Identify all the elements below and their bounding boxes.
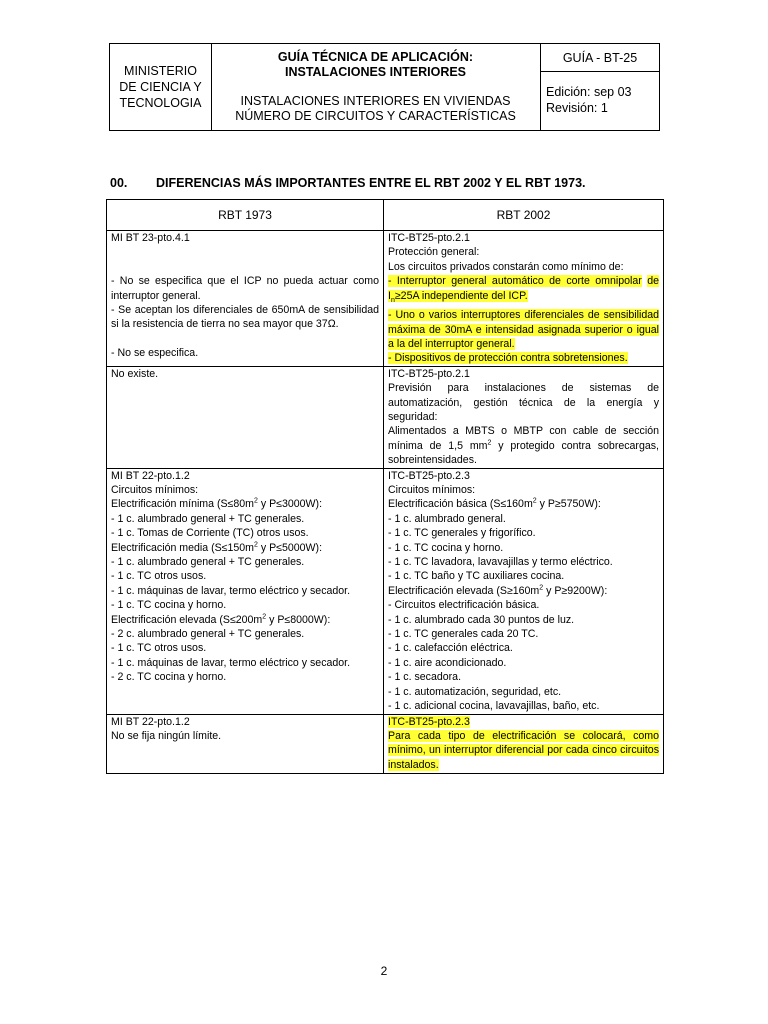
revision: Revisión: 1 — [546, 101, 608, 115]
cell-2002-differential-count — [384, 714, 664, 773]
cell-text: Los circuitos privados constarán como mínimo de: — [388, 260, 624, 273]
cell-1973-differential-count — [107, 714, 384, 773]
column-header-rbt-1973: RBT 1973 — [107, 200, 384, 231]
cell-text: - 2 c. alumbrado general + TC generales. — [111, 628, 305, 641]
cell-text: - No se especifica. — [111, 347, 199, 360]
cell-2002-automation — [384, 366, 664, 468]
cell-text: - 1 c. TC otros usos. — [111, 642, 207, 655]
cell-text: - 1 c. automatización, seguridad, etc. — [388, 685, 562, 698]
cell-text: - 1 c. TC otros usos. — [111, 570, 207, 583]
cell-text: Alimentados a MBTS o MBTP con cable de sección mínima de 1,5 $mm^2$ y protegido contra sobrecargas, sobreintensidades. — [388, 425, 659, 467]
cell-2002-general-protection — [384, 231, 664, 367]
cell-text: - 1 c. máquinas de lavar, termo eléctrico y secador. — [111, 656, 351, 669]
doc-title-line-1: INSTALACIONES INTERIORES EN VIVIENDAS — [240, 94, 511, 108]
ministry-cell — [110, 44, 212, 130]
table-row — [107, 231, 664, 367]
reference: ITC-BT25-pto.2.1 — [388, 367, 470, 380]
guide-title: GUÍA TÉCNICA DE APLICACIÓN: — [277, 50, 474, 64]
cell-text: - 1 c. TC generales cada 20 TC. — [388, 628, 539, 641]
cell-text: - Se aceptan los diferenciales de 650mA de sensibilidad si la resistencia de tierra no sea mayor que 37Ω. — [111, 304, 379, 331]
section-title: DIFERENCIAS MÁS IMPORTANTES ENTRE EL RBT 2002 Y EL RBT 1973. — [156, 176, 586, 190]
cell-text: Electrificación mínima ($S\le 80m^2$ y P≤3000W): — [111, 497, 323, 511]
highlighted-reference: ITC-BT25-pto.2.3 — [388, 715, 470, 728]
edition: Edición: sep 03 — [546, 85, 632, 99]
document-header — [109, 43, 660, 131]
cell-text: Electrificación media ($S\le 150m^2$ y P≤5000W): — [111, 541, 323, 554]
guide-code: GUÍA - BT-25 — [540, 44, 660, 72]
highlighted-text: - Interruptor general automático de corte omnipolar de $I_n\ge 25A$ independiente del ICP. — [388, 275, 659, 304]
cell-1973-automation — [107, 366, 384, 468]
ministry-line-3: TECNOLOGIA — [119, 96, 202, 110]
column-header-rbt-2002: RBT 2002 — [384, 200, 664, 231]
cell-text: - 1 c. TC generales y frigorífico. — [388, 527, 536, 540]
page-number: 2 — [380, 964, 388, 978]
comparison-table — [106, 199, 664, 774]
ministry-line-1: MINISTERIO — [124, 64, 197, 78]
cell-text: - 1 c. máquinas de lavar, termo eléctrico y secador. — [111, 584, 351, 597]
cell-text: - 1 c. alumbrado general. — [388, 512, 506, 525]
highlighted-text: Para cada tipo de electrificación se colocará, como mínimo, un interruptor diferencial por cada cinco circuitos instalados. — [388, 729, 659, 771]
reference: MI BT 22-pto.1.2 — [111, 469, 190, 482]
highlighted-text: - Uno o varios interruptores diferenciales de sensibilidad máxima de 30mA e intensidad asignada superior o igual a la del interruptor general. — [388, 309, 659, 350]
cell-1973-general-protection — [107, 231, 384, 367]
cell-text: Protección general: — [388, 246, 480, 259]
cell-text: - 2 c. TC cocina y horno. — [111, 671, 227, 684]
table-row — [107, 714, 664, 773]
cell-text: - 1 c. aire acondicionado. — [388, 656, 507, 669]
highlighted-text: - Dispositivos de protección contra sobretensiones. — [388, 352, 628, 365]
reference: MI BT 23-pto.4.1 — [111, 232, 190, 244]
guide-title-cell — [211, 44, 541, 130]
cell-text: Previsión para instalaciones de sistemas de automatización, gestión técnica de la energía y seguridad: — [388, 382, 659, 423]
cell-text: Circuitos mínimos: — [388, 484, 476, 497]
cell-text: No existe. — [111, 367, 159, 380]
guide-subtitle: INSTALACIONES INTERIORES — [284, 65, 467, 79]
cell-text: - 1 c. TC cocina y horno. — [111, 599, 227, 612]
table-row — [107, 366, 664, 468]
doc-title-line-2: NÚMERO DE CIRCUITOS Y CARACTERÍSTICAS — [235, 109, 516, 123]
cell-text: Electrificación elevada ($S\le 200m^2$ y P≤8000W): — [111, 613, 331, 626]
cell-text: - 1 c. calefacción eléctrica. — [388, 642, 513, 655]
edition-cell — [540, 72, 660, 130]
cell-text: Circuitos mínimos: — [111, 484, 199, 497]
cell-text: - 1 c. alumbrado general + TC generales. — [111, 556, 305, 569]
cell-text: - 1 c. adicional cocina, lavavajillas, baño, etc. — [388, 700, 600, 713]
cell-text: - 1 c. TC lavadora, lavavajillas y termo eléctrico. — [388, 556, 613, 569]
reference: ITC-BT25-pto.2.3 — [388, 469, 470, 482]
table-header-row — [107, 200, 664, 231]
cell-text: - 1 c. TC baño y TC auxiliares cocina. — [388, 570, 565, 583]
cell-1973-minimum-circuits — [107, 468, 384, 714]
cell-text: - 1 c. alumbrado general + TC generales. — [111, 512, 305, 525]
table-row — [107, 468, 664, 714]
cell-text: - 1 c. TC cocina y horno. — [388, 541, 504, 554]
ministry-line-2: DE CIENCIA Y — [119, 80, 202, 94]
cell-text: No se fija ningún límite. — [111, 729, 222, 742]
cell-text: - 1 c. secadora. — [388, 671, 462, 684]
section-number: 00. — [110, 176, 128, 190]
cell-text: - Circuitos electrificación básica. — [388, 599, 540, 612]
cell-text: - 1 c. alumbrado cada 30 puntos de luz. — [388, 613, 575, 626]
cell-text: - 1 c. Tomas de Corriente (TC) otros usos. — [111, 527, 309, 540]
cell-text: Electrificación elevada ($S\ge 160m^2$ y P≥9200W): — [388, 584, 608, 597]
section-heading — [110, 176, 586, 190]
cell-text: - No se especifica que el ICP no pueda actuar como interruptor general. — [111, 275, 379, 302]
reference: MI BT 22-pto.1.2 — [111, 715, 190, 728]
cell-2002-minimum-circuits — [384, 468, 664, 714]
cell-text: Electrificación básica ($S\le 160m^2$ y P≥5750W): — [388, 497, 601, 511]
reference: ITC-BT25-pto.2.1 — [388, 232, 470, 244]
